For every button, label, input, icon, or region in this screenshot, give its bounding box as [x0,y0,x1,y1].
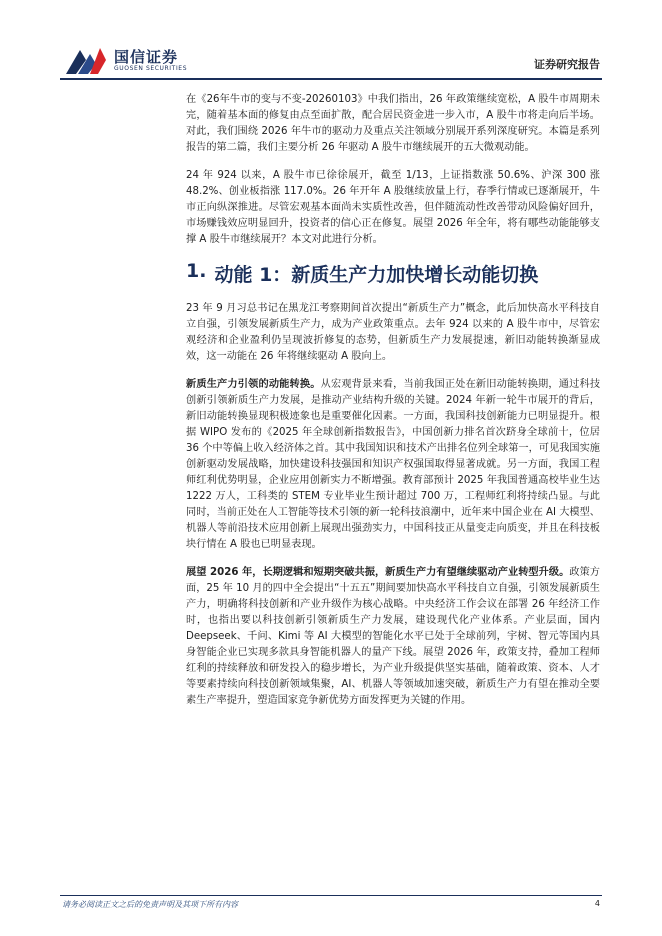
intro-paragraph-2: 24 年 924 以来，A 股牛市已徐徐展开，截至 1/13，上证指数涨 50.6%、沪深 300 涨 48.2%、创业板指涨 117.0%。26 年开年 A 股继续放量上行，春季行情或已逐渐展开，牛市正向纵深推进。尽管宏观基本面尚未实质性改善，但伴随流动性改善带动风险偏好回升，市场赚钱效应明显回升，投资者的信心正在修复。展望 2026 年全年，将有哪些动能能够支撑 A 股牛市继续展开？本文对此进行分析。 [186,170,600,245]
logo-english-name: GUOSEN SECURITIES [114,65,188,72]
report-type-label: 证券研究报告 [534,58,600,71]
company-logo [64,44,224,78]
paragraph-lead: 展望 2026 年，长期逻辑和短期突破共振，新质生产力有望继续驱动产业转型升级。 [186,567,570,578]
section-paragraph-2 [186,377,600,553]
guosen-logo-mark-icon [64,44,108,78]
intro-paragraph-1: 在《26年牛市的变与不变-20260103》中我们指出，26 年政策继续宽松，A 股牛市周期未完，随着基本面的修复由点至面扩散，配合居民资金进一步入市，A 股牛市将走向后半场。对此，我们围绕 2026 年牛市的驱动力及重点关注领域分别展开系列深度研究。本篇是系列报告的第二篇，我们主要分析 26 年驱动 A 股牛市继续展开的五大微观动能。 [186,94,600,153]
section-paragraph-1: 23 年 9 月习总书记在黑龙江考察期间首次提出“新质生产力”概念，此后加快高水平科技自立自强，引领发展新质生产力，成为产业政策重点。去年 924 以来的 A 股牛市中，尽管宏观经济和企业盈利仍呈现波折修复的态势，但新质生产力发展提速，新旧动能转换渐显成效，这一动能在 26 年将继续驱动 A 股向上。 [186,303,600,362]
footer-divider [60,895,602,896]
paragraph-body: 从宏观背景来看，当前我国正处在新旧动能转换期，通过科技创新引领新质生产力发展，是推动产业结构升级的关键。2024 年新一轮牛市展开的背后，新旧动能转换显现积极迹象也是重要催化因素。一方面，我国科技创新能力已明显提升。根据 WIPO 发布的《2025 年全球创新指数报告》，中国创新力排名首次跻身全球前十，位居 36 个中等偏上收入经济体之首。其中我国知识和技术产出排名位列全球第一，可见我国实施创新驱动发展战略，加快建设科技强国和知识产权强国取得显著成就。另一方面，我国工程师红利优势明显，企业应用创新实力不断增强。教育部预计 2025 年我国普通高校毕业生达 1222 万人，工科类的 STEM 专业毕业生预计超过 700 万，工程师红利将持续凸显。与此同时，当前正处在人工智能等技术引领的新一轮科技浪潮中，近年来中国企业在 AI 大模型、机器人等前沿技术应用创新上展现出强劲实力，中国科技正从量变走向质变，并且在科技板块行情在 A 股也已明显表现。 [186,379,601,550]
footer-disclaimer: 请务必阅读正文之后的免责声明及其项下所有内容 [62,900,238,909]
section-paragraph-3 [186,565,600,709]
paragraph-body: 政策方面，25 年 10 月的四中全会提出“十五五”期间要加快高水平科技自立自强，引领发展新质生产力，明确将科技创新和产业升级作为核心战略。中央经济工作会议在部署 26 年经济工作时，也指出要以科技创新引领新质生产力发展，建设现代化产业体系。产业层面，国内 Deepseek、千问、Kimi 等 AI 大模型的智能化水平已处于全球前列，宇树、智元等国内具身智能企业已实现多款具身智能机器人的量产下线。展望 2026 年，政策支持，叠加工程师红利的持续释放和研发投入的稳步增长，为产业升级提供坚实基础，随着政策、资本、人才等要素持续向科技创新领域集聚，AI、机器人等领域加速突破，新质生产力有望在推动全要素生产率提升，塑造国家竞争新优势方面发挥更为关键的作用。 [186,567,600,706]
section-title: 动能 1：新质生产力加快增长动能切换 [214,264,539,286]
section-number: 1. [186,260,207,282]
page-number: 4 [594,899,600,908]
main-content [186,92,600,721]
logo-chinese-name: 国信证券 [114,48,179,66]
section-heading [186,260,600,287]
paragraph-lead: 新质生产力引领的动能转换。 [186,379,321,390]
header-divider [60,78,602,80]
